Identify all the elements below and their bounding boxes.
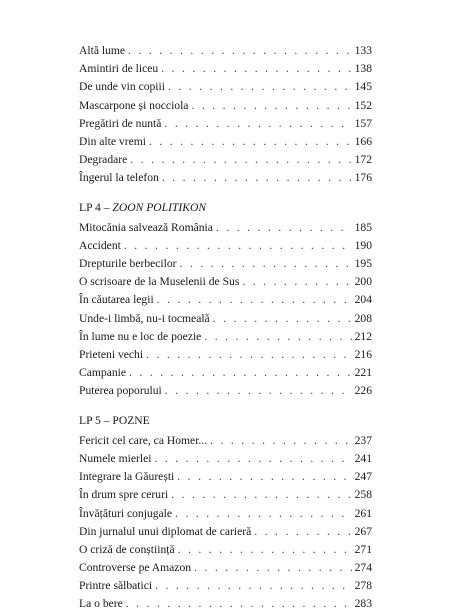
entry-title: De unde vin copiii (79, 80, 165, 94)
entry-title: Puterea poporului (79, 384, 162, 398)
toc-entry (79, 559, 372, 577)
entry-page-number: 274 (354, 561, 372, 575)
dot-leader (191, 97, 351, 115)
dot-leader (161, 60, 351, 78)
toc-entry (79, 78, 372, 96)
dot-leader (168, 78, 352, 96)
entry-title: Pregătiri de nuntă (79, 116, 162, 130)
toc-entry (79, 133, 372, 151)
entry-page-number: 133 (354, 44, 372, 57)
entry-page-number: 185 (354, 220, 372, 234)
section-label: LP 5 – POZNE (79, 413, 150, 427)
toc-entry (79, 328, 372, 346)
toc-entry (79, 115, 372, 133)
toc-entry (79, 273, 372, 291)
table-of-contents (79, 42, 372, 614)
toc-entry (79, 291, 372, 309)
entry-title: Controverse pe Amazon (79, 561, 192, 575)
entry-title: Fericit cel care, ca Homer... (79, 433, 208, 447)
entry-title: Altă lume (79, 44, 126, 57)
dot-leader (162, 169, 352, 187)
toc-entry (79, 151, 372, 169)
entry-page-number: 195 (354, 257, 372, 271)
entry-page-number: 278 (354, 579, 372, 593)
toc-entry (79, 382, 372, 400)
entry-title: În căutarea legii (79, 293, 154, 307)
dot-leader (171, 486, 351, 504)
dot-leader (165, 382, 352, 400)
dot-leader (210, 432, 352, 450)
dot-leader (128, 42, 352, 60)
dot-leader (178, 541, 352, 559)
entry-title: Integrare la Găurești (79, 470, 175, 484)
entry-page-number: 152 (354, 98, 372, 112)
entry-page-number: 267 (354, 524, 372, 538)
entry-page-number: 204 (354, 293, 372, 307)
dot-leader (129, 364, 352, 382)
toc-entry (79, 364, 372, 382)
toc-entry (79, 97, 372, 115)
section-name: ZOON POLITIKON (112, 200, 207, 214)
section-prefix: LP 4 – (79, 200, 113, 214)
section-heading-lp4 (79, 199, 372, 217)
section-heading-lp5 (79, 412, 372, 430)
dot-leader (126, 595, 352, 613)
toc-entry (79, 219, 372, 237)
entry-page-number: 190 (354, 238, 372, 252)
entry-page-number: 176 (354, 171, 372, 185)
toc-entry (79, 468, 372, 486)
entry-title: Îngerul la telefon (79, 171, 159, 185)
toc-entry (79, 346, 372, 364)
entry-page-number: 145 (354, 80, 372, 94)
entry-page-number: 241 (354, 451, 372, 465)
dot-leader (242, 273, 351, 291)
entry-page-number: 157 (354, 116, 372, 130)
entry-title: Învățături conjugale (79, 506, 173, 520)
entry-page-number: 212 (354, 329, 372, 343)
toc-entry (79, 450, 372, 468)
toc-entry (79, 595, 372, 613)
entry-page-number: 208 (354, 311, 372, 325)
entry-title: În drum spre ceruri (79, 488, 169, 502)
dot-leader (194, 559, 352, 577)
entry-title: Drepturile berbecilor (79, 257, 177, 271)
toc-entry (79, 523, 372, 541)
dot-leader (254, 523, 351, 541)
dot-leader (157, 291, 352, 309)
dot-leader (124, 237, 352, 255)
entry-title: O criză de conștiință (79, 542, 175, 556)
dot-leader (146, 346, 352, 364)
entry-title: Accident (79, 238, 121, 252)
dot-leader (177, 468, 351, 486)
entry-page-number: 166 (354, 134, 372, 148)
toc-entry (79, 541, 372, 559)
entry-title: O scrisoare de la Muselenii de Sus (79, 275, 240, 289)
toc-entry (79, 169, 372, 187)
entry-title: Unde-i limbă, nu-i tocmeală (79, 311, 210, 325)
entry-title: Degradare (79, 153, 128, 167)
toc-group-1 (79, 42, 372, 188)
entry-title: Printre sălbatici (79, 579, 153, 593)
entry-title: La o bere (79, 597, 123, 611)
dot-leader (213, 310, 352, 328)
entry-title: Mitocănia salvează România (79, 220, 213, 234)
dot-leader (155, 577, 352, 595)
toc-entry (79, 505, 372, 523)
entry-page-number: 226 (354, 384, 372, 398)
entry-page-number: 258 (354, 488, 372, 502)
toc-entry (79, 486, 372, 504)
entry-title: Din jurnalul unui diplomat de carieră (79, 524, 252, 538)
entry-title: Numele mierlei (79, 451, 152, 465)
entry-page-number: 237 (354, 433, 372, 447)
toc-entry (79, 60, 372, 78)
dot-leader (130, 151, 351, 169)
entry-title: Amintiri de liceu (79, 62, 159, 76)
entry-page-number: 138 (354, 62, 372, 76)
entry-page-number: 261 (354, 506, 372, 520)
entry-page-number: 247 (354, 470, 372, 484)
entry-title: Campanie (79, 366, 127, 380)
dot-leader (149, 133, 352, 151)
entry-title: Din alte vremi (79, 134, 146, 148)
toc-group-3 (79, 432, 372, 614)
entry-title: Prieteni vechi (79, 348, 144, 361)
entry-page-number: 271 (354, 542, 372, 556)
entry-title: În lume nu e loc de poezie (79, 329, 202, 343)
dot-leader (164, 115, 351, 133)
entry-page-number: 216 (354, 348, 372, 361)
entry-page-number: 200 (354, 275, 372, 289)
dot-leader (180, 255, 352, 273)
entry-page-number: 221 (354, 366, 372, 380)
toc-entry (79, 577, 372, 595)
toc-entry (79, 42, 372, 60)
toc-entry (79, 432, 372, 450)
entry-title: Mascarpone și nocciola (79, 98, 189, 112)
entry-page-number: 283 (354, 597, 372, 611)
entry-page-number: 172 (354, 153, 372, 167)
dot-leader (216, 219, 352, 237)
toc-entry (79, 310, 372, 328)
dot-leader (204, 328, 351, 346)
toc-entry (79, 237, 372, 255)
toc-entry (79, 255, 372, 273)
dot-leader (154, 450, 351, 468)
dot-leader (175, 505, 352, 523)
toc-group-2 (79, 219, 372, 401)
